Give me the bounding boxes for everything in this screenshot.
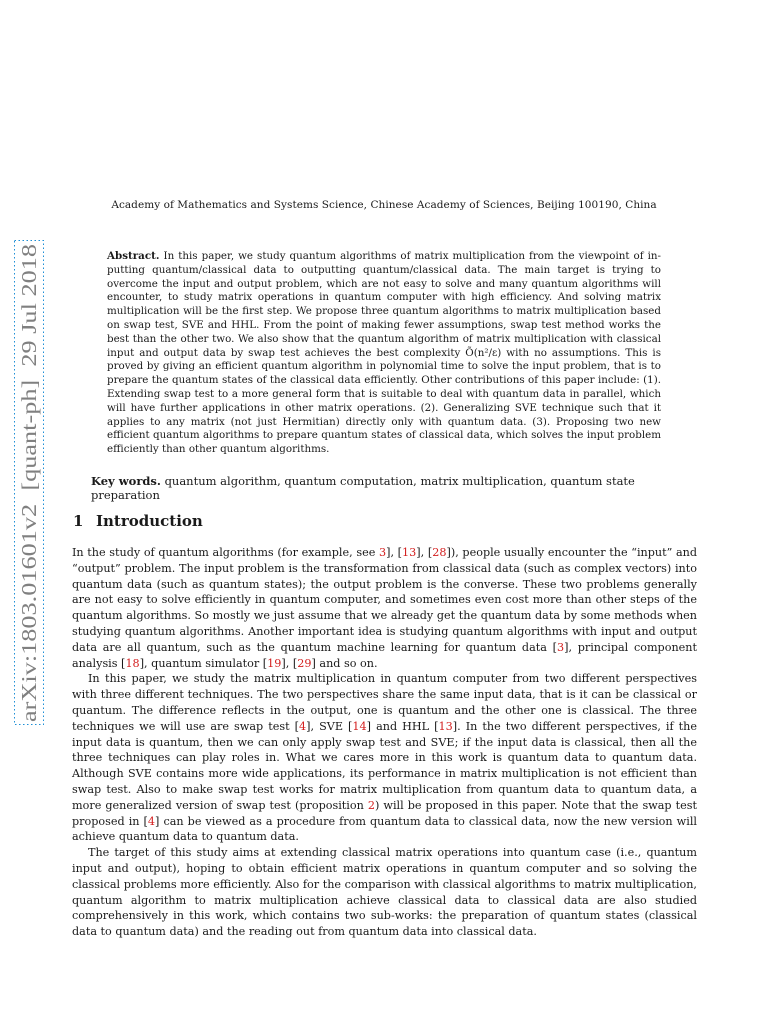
- paragraph-text: ] and HHL [: [366, 719, 439, 733]
- paragraph-text: ) will be proposed in this paper. Note that the swap test proposed in [: [72, 798, 697, 828]
- author-affiliation: Academy of Mathematics and Systems Science, Chinese Academy of Sciences, Beijing 100190, China: [111, 199, 657, 211]
- citation-link[interactable]: 13: [438, 719, 453, 733]
- section-number: 1: [73, 512, 84, 530]
- paragraph-text: ] and so on.: [311, 656, 378, 670]
- keywords: [91, 474, 691, 502]
- paragraph-text: In this paper, we study the matrix multiplication in quantum computer from two different perspectives with three different techniques. The two perspectives share the same input data, that is it can be classical or quantum. The difference reflects in the output, one is quantum and the other one is classical. The three techniques we will use are swap test [: [72, 672, 697, 733]
- section-heading: [73, 512, 203, 530]
- citation-link[interactable]: 14: [352, 719, 367, 733]
- intro-paragraph-3: [72, 845, 697, 940]
- citation-link[interactable]: 13: [402, 546, 417, 559]
- citation-link[interactable]: 2: [367, 798, 375, 812]
- citation-link[interactable]: 3: [378, 546, 387, 559]
- keywords-label: Key words.: [91, 474, 161, 488]
- paragraph-text: ] can be viewed as a procedure from quantum data to classical data, now the new version will achieve quantum data to quantum data.: [72, 814, 697, 844]
- paragraph-text: ], principal component analysis [: [72, 640, 697, 670]
- citation-link[interactable]: 4: [147, 814, 156, 828]
- citation-link[interactable]: 19: [267, 656, 282, 670]
- citation-link[interactable]: 28: [432, 546, 447, 559]
- abstract-text-part-2: with no assumptions. This is proved by giving an efficient quantum algorithm in polynomial time to solve the input problem, that is to prepare the quantum states of the classical data efficiently. Other contributions of this paper include: (1). Extending swap test to a more general form that is suitable to deal with quantum data in parallel, which will have further applications in other matrix operations. (2). Generalizing SVE technique such that it applies to any matrix (not just Hermitian) directly only with quantum data. (3). Proposing two new efficient quantum algorithms to prepare quantum states of classical data, which solves the input problem efficiently than other quantum algorithms.: [107, 346, 661, 456]
- paragraph-text: ], [: [416, 546, 433, 559]
- citation-link[interactable]: 18: [125, 656, 140, 670]
- abstract-text-part-1: In this paper, we study quantum algorithms of matrix multiplication from the viewpoint of in-putting quantum/classical data to outputting quantum/classical data. The main target is trying to overcome the input and output problem, which are not easy to solve and many quantum algorithms will encounter, to study matrix operations in quantum computer with high efficiency. And solving matrix multiplication will be the first step. We propose three quantum algorithms to matrix multiplication based on swap test, SVE and HHL. From the point of making fewer assumptions, swap test method works the best than the other two. We also show that the quantum algorithm of matrix multiplication with classical input and output data by swap test achieves the best complexity: [107, 250, 662, 359]
- intro-paragraph-1: [72, 545, 697, 671]
- citation-link[interactable]: 4: [299, 719, 307, 733]
- paragraph-text: The target of this study aims at extending classical matrix operations into quantum case (i.e., quantum input and output), hoping to obtain efficient matrix operations in quantum computer and so solving the classical problems more efficiently. Also for the comparison with classical algorithms to matrix multiplication, quantum algorithm to matrix multiplication achieve classical data to classical data are also studied comprehensively in this work, which contains two sub-works: the preparation of quantum states (classical data to quantum data) and the reading out from quantum data into classical data.: [72, 846, 697, 939]
- paragraph-text: ]. In the two different perspectives, if the input data is quantum, then we can only apply swap test and SVE; if the input data is classical, then all the three techniques can play roles in. What we cares more in this work is quantum data to quantum data. Although SVE contains more wide applications, its performance in matrix multiplication is not efficient than swap test. Also to make swap test works for matrix multiplication from quantum data to quantum data, a more generalized version of swap test (proposition: [72, 719, 697, 812]
- abstract: [107, 250, 661, 457]
- paragraph-text: ], [: [386, 546, 403, 559]
- section-title: Introduction: [96, 512, 203, 530]
- paragraph-text: In the study of quantum algorithms (for example, see: [72, 546, 379, 559]
- abstract-complexity: Õ(n²/ε): [465, 346, 502, 359]
- paragraph-text: ]), people usually encounter the “input” and “output” problem. The input problem is the transformation from classical data (such as complex vectors) into quantum data (such as quantum states); the output problem is the converse. These two problems generally are not easy to solve efficiently in quantum computer, and sometimes even cost more than other steps of the quantum algorithms. So mostly we just assume that we already get the quantum data by some methods when studying quantum algorithms. Another important idea is studying quantum algorithms with input and output data are all quantum, such as the quantum machine learning for quantum data [: [72, 546, 697, 654]
- abstract-label: Abstract.: [107, 250, 160, 262]
- paragraph-text: ], quantum simulator [: [139, 656, 268, 670]
- keywords-text: quantum algorithm, quantum computation, matrix multiplication, quantum state preparation: [91, 474, 635, 502]
- arxiv-stamp-text: arXiv:1803.01601v2 [quant-ph] 29 Jul 2018: [17, 339, 41, 722]
- citation-link[interactable]: 3: [556, 640, 565, 654]
- arxiv-stamp-graphic: [14, 240, 44, 725]
- paragraph-text: ], [: [281, 656, 298, 670]
- intro-paragraph-2: [72, 671, 697, 845]
- citation-link[interactable]: 29: [297, 656, 312, 670]
- paragraph-text: ], SVE [: [306, 719, 353, 733]
- arxiv-identifier-stamp: [14, 240, 44, 725]
- introduction-body: [72, 545, 697, 940]
